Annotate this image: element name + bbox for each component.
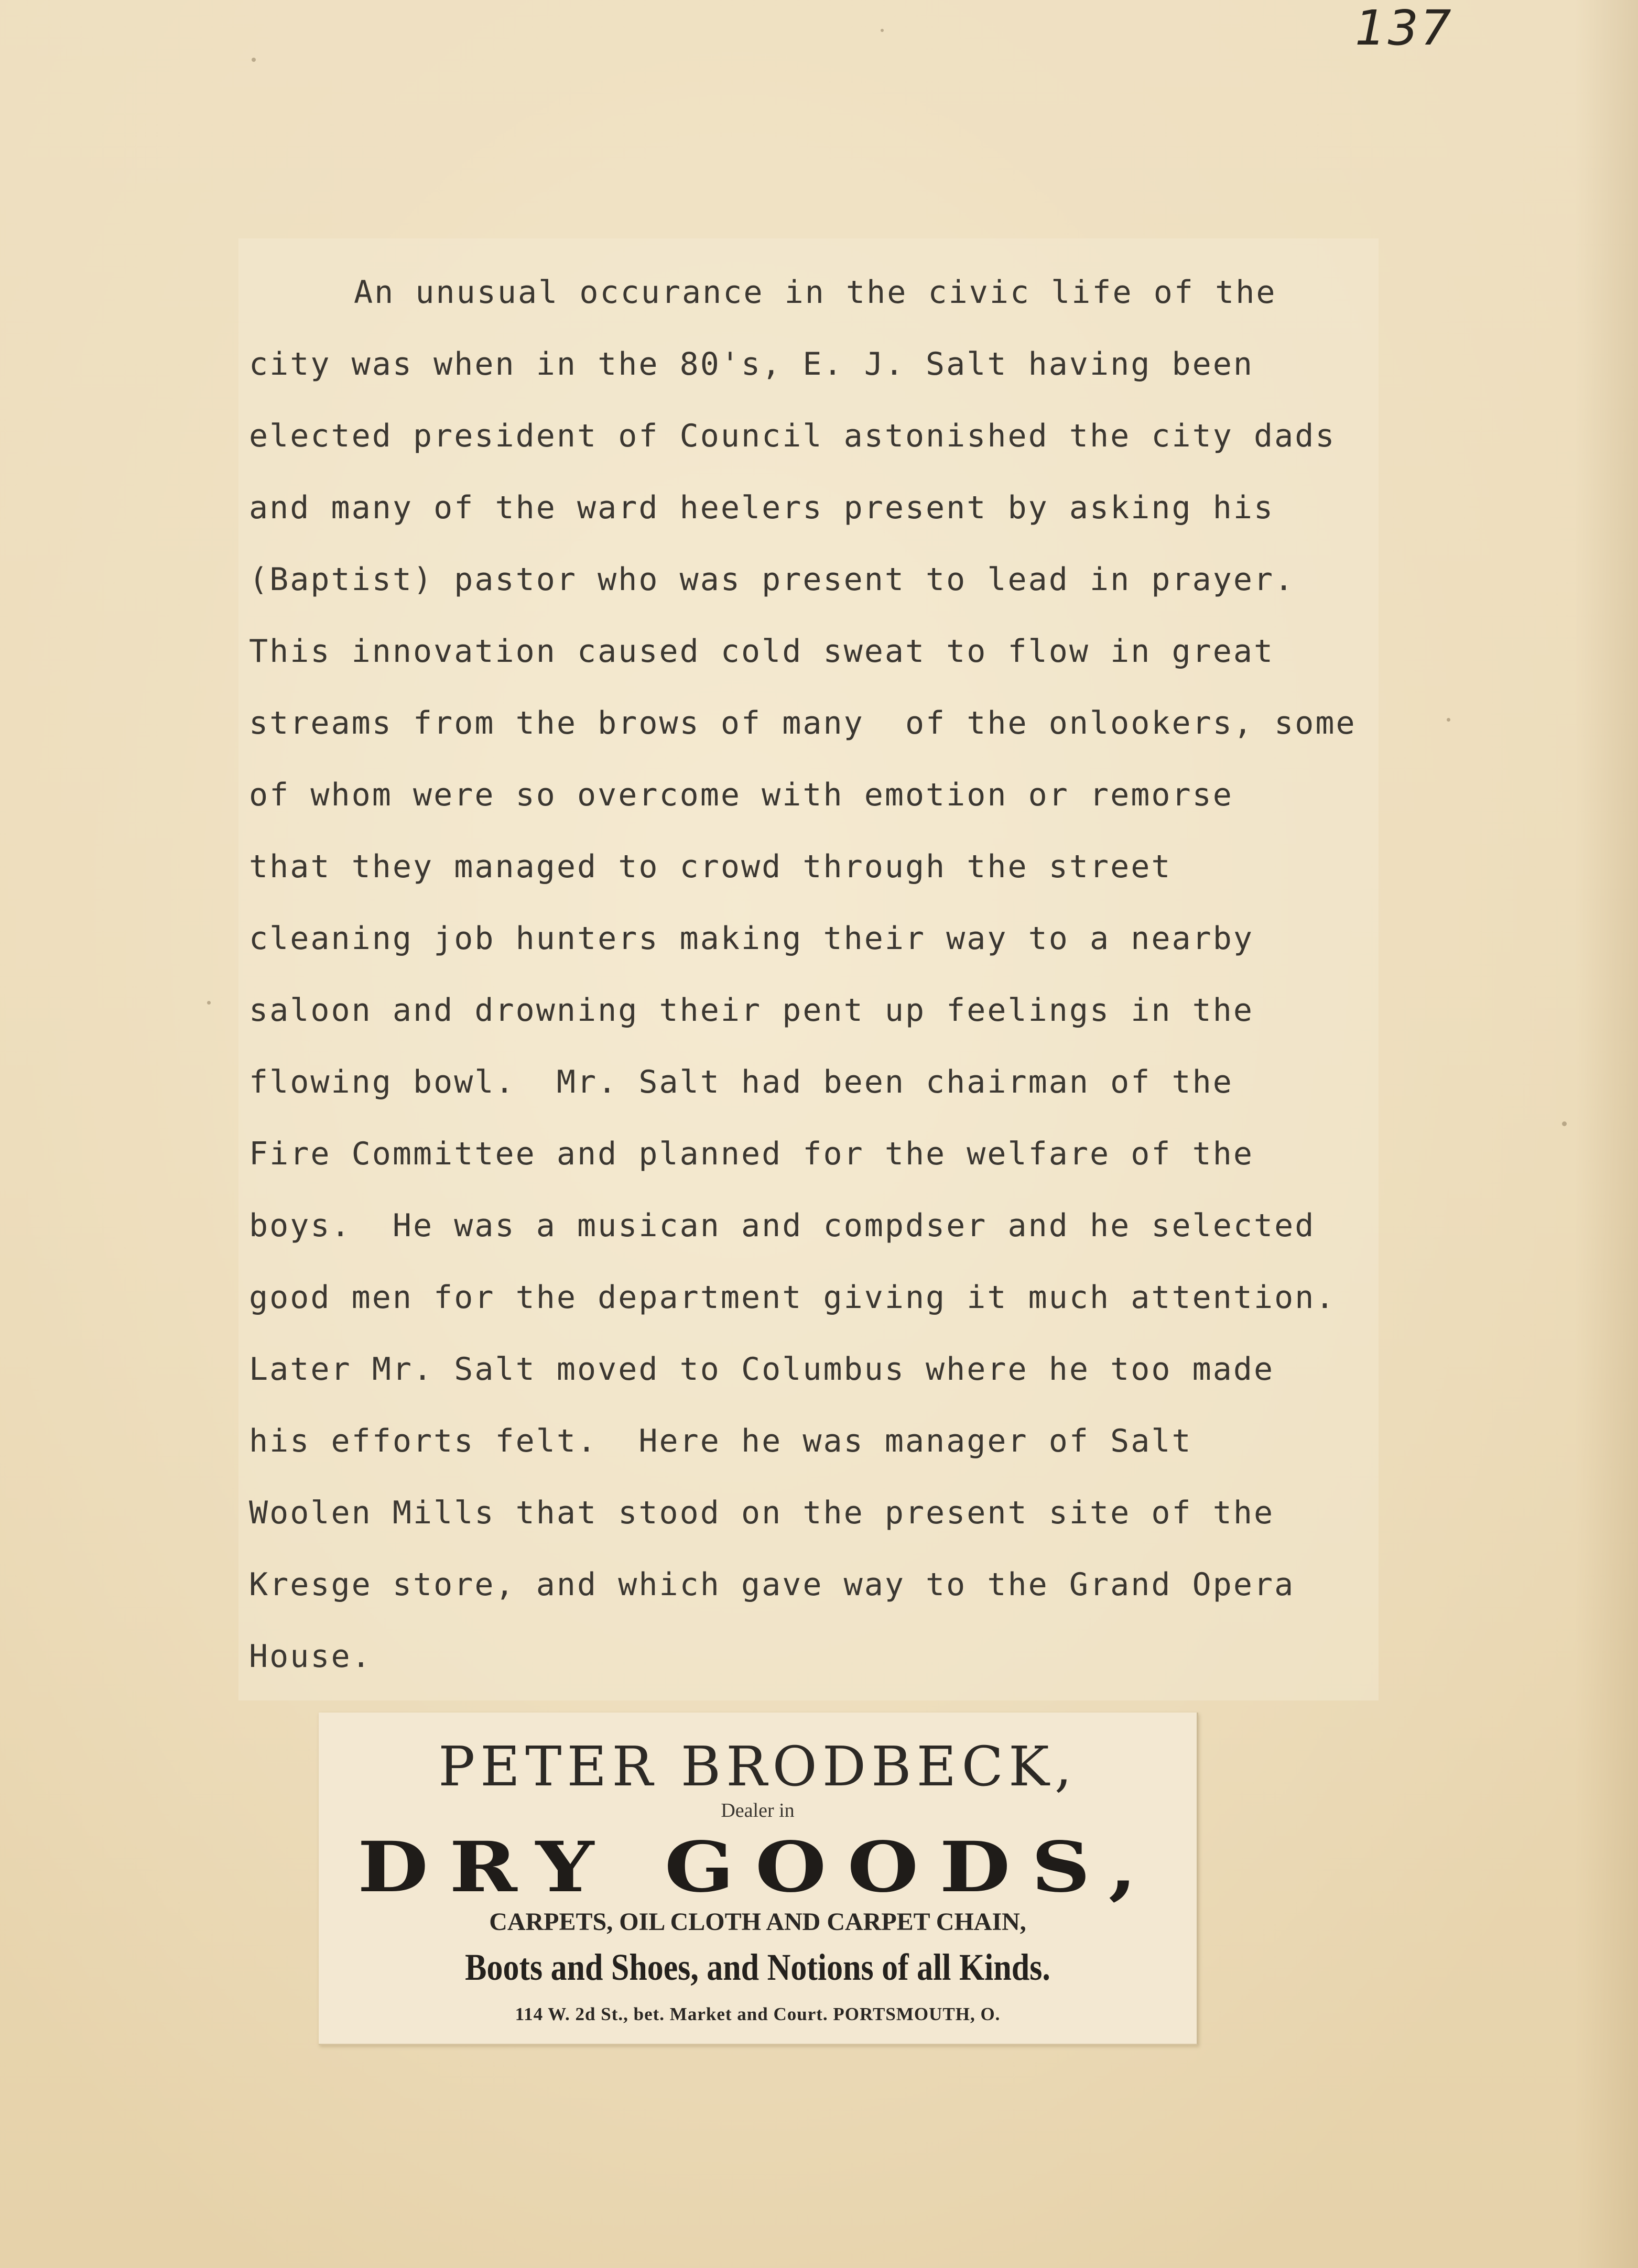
typed-line: boys. He was a musican and compdser and he selected	[249, 1207, 1316, 1244]
page-number: 137	[1355, 0, 1453, 56]
typed-line: good men for the department giving it much attention.	[249, 1279, 1336, 1316]
typed-line: elected president of Council astonished the city dads	[249, 418, 1336, 454]
typed-line: Fire Committee and planned for the welfare of the	[249, 1136, 1254, 1172]
paper-speck	[252, 58, 256, 62]
typed-line: city was when in the 80's, E. J. Salt having been	[249, 346, 1254, 383]
typed-line: streams from the brows of many of the onlookers, some	[249, 705, 1357, 742]
typed-line: Kresge store, and which gave way to the Grand Opera	[249, 1566, 1295, 1603]
advertiser-dealer-label: Dealer in	[721, 1800, 795, 1822]
typed-sheet	[238, 238, 1379, 1700]
advertiser-goods-heading: DRY GOODS,	[357, 1827, 1158, 1908]
typed-line: Woolen Mills that stood on the present site of the	[249, 1495, 1275, 1531]
typed-line: that they managed to crowd through the street	[249, 848, 1172, 885]
advertiser-boots-line: Boots and Shoes, and Notions of all Kinds.	[465, 1946, 1050, 1988]
paper-speck	[881, 29, 884, 32]
typed-line: An unusual occurance in the civic life of the	[354, 274, 1277, 311]
advertiser-address: 114 W. 2d St., bet. Market and Court. PORTSMOUTH, O.	[515, 2004, 1001, 2024]
typed-line: This innovation caused cold sweat to flow in great	[249, 633, 1275, 670]
paper-speck	[1447, 718, 1450, 722]
advertiser-name: PETER BRODBECK,	[438, 1735, 1077, 1798]
paper-speck	[1562, 1121, 1567, 1126]
typed-line: Later Mr. Salt moved to Columbus where he too made	[249, 1351, 1275, 1388]
typed-line: (Baptist) pastor who was present to lead in prayer.	[249, 561, 1295, 598]
page-edge-shadow	[1575, 0, 1638, 2268]
typed-line: saloon and drowning their pent up feelings in the	[249, 992, 1254, 1029]
paper-speck	[207, 1001, 211, 1005]
typed-line: cleaning job hunters making their way to a nearby	[249, 920, 1254, 957]
dry-goods-advertisement	[319, 1713, 1198, 2045]
typed-line: flowing bowl. Mr. Salt had been chairman of the	[249, 1064, 1233, 1100]
typed-line: House.	[249, 1638, 372, 1675]
typed-line: his efforts felt. Here he was manager of Salt	[249, 1423, 1192, 1459]
typed-line: and many of the ward heelers present by asking his	[249, 489, 1275, 526]
typed-line: of whom were so overcome with emotion or remorse	[249, 777, 1233, 813]
advertiser-carpets-line: CARPETS, OIL CLOTH AND CARPET CHAIN,	[489, 1908, 1026, 1936]
